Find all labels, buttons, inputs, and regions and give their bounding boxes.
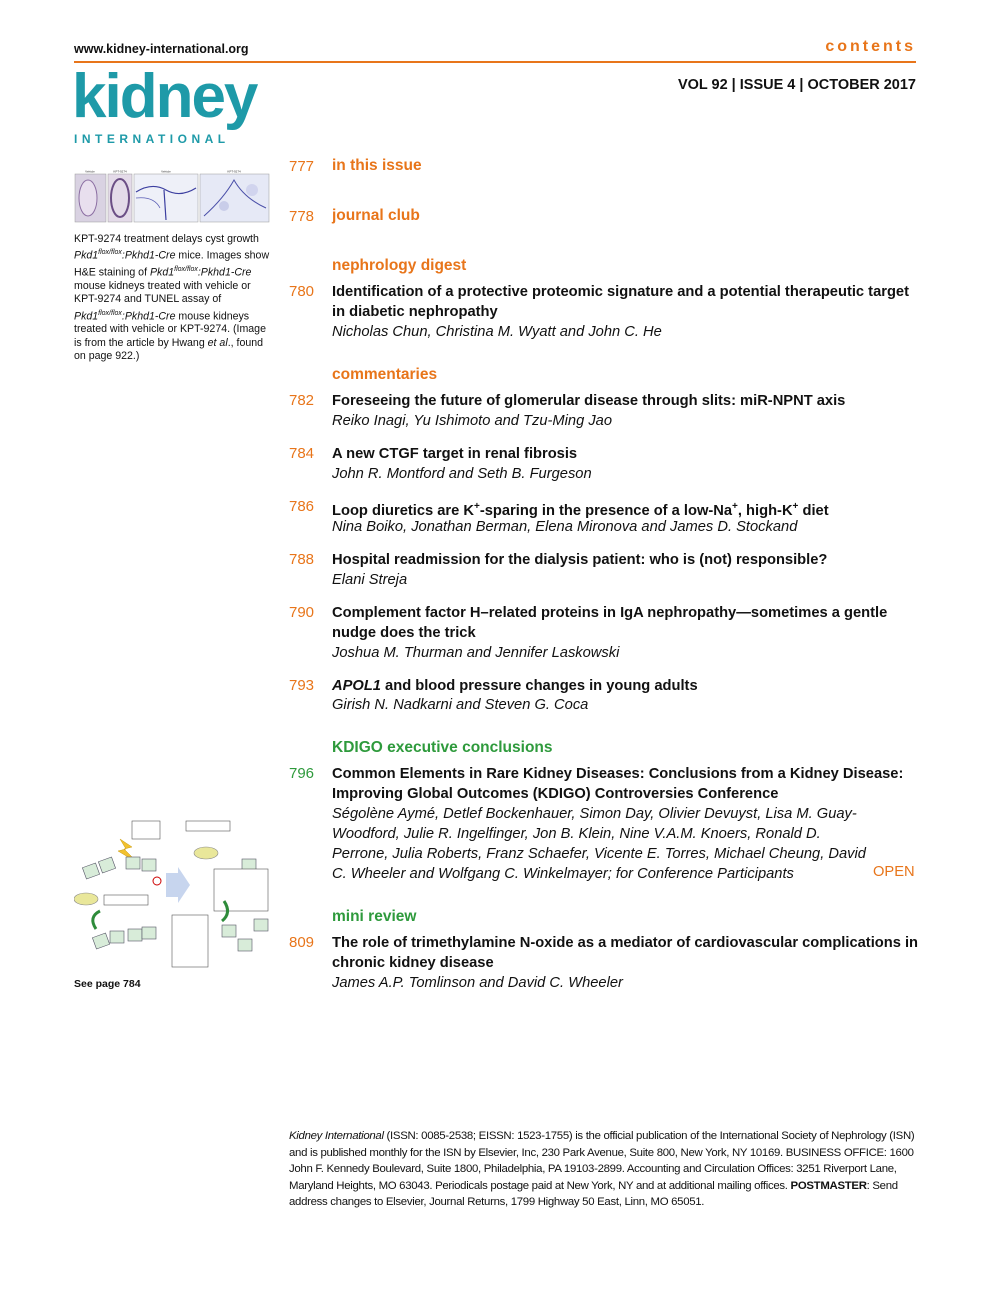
toc-page-778: 778 [289, 208, 315, 225]
article-authors-782: Reiko Inagi, Yu Ishimoto and Tzu-Ming Jao [332, 413, 613, 429]
cover-image [74, 168, 270, 224]
mechanism-diagram [74, 817, 270, 975]
article-title-782[interactable]: Foreseeing the future of glomerular disease through slits: miR-NPNT axis [332, 393, 846, 409]
toc-page-782: 782 [289, 392, 315, 409]
journal-url[interactable]: www.kidney-international.org [74, 42, 249, 56]
cover-panel-4: KPT-9274 [227, 169, 241, 174]
volume-issue: VOL 92 | ISSUE 4 | OCTOBER 2017 [677, 77, 916, 93]
section-nephrology-digest: nephrology digest [332, 257, 467, 274]
article-title-796[interactable]: Common Elements in Rare Kidney Diseases: Conclusions from a Kidney Disease: Improving Global Outcomes (KDIGO) Controversies Conference [332, 766, 904, 802]
article-authors-790: Joshua M. Thurman and Jennifer Laskowski [332, 645, 620, 661]
open-access-badge: OPEN [873, 864, 915, 880]
section-mini-review: mini review [332, 908, 417, 925]
toc-page-777: 777 [289, 158, 315, 175]
article-title-786[interactable]: Loop diuretics are K+-sparing in the presence of a low-Na+, high-K+ diet [332, 501, 829, 519]
article-title-790[interactable]: Complement factor H–related proteins in IgA nephropathy—sometimes a gentle nudge does the trick [332, 605, 888, 641]
toc-page-786: 786 [289, 498, 315, 515]
cover-panel-1: Vehicle [85, 169, 95, 174]
toc-page-788: 788 [289, 551, 315, 568]
cover-panel-2: KPT-9274 [113, 169, 127, 174]
cover-caption: KPT-9274 treatment delays cyst growth $Pkd1^{flox/flox}:Pkhd1$-Cre mice. Images show H&E staining of $Pkd1^{flox/flox}:Pkhd1$-Cre mouse kidneys treated with vehicle or KPT-9274 and TUNEL assay of $Pkd1^{flox/flox}:Pkhd1$-Cre mouse kidneys treated with vehicle or KPT-9274. (Image is from the article by Hwang et al., found on page 922.) [74, 233, 270, 362]
cover-panel-3: Vehicle [161, 169, 171, 174]
toc-in-this-issue[interactable]: in this issue [332, 157, 422, 174]
see-page-link[interactable]: See page 784 [74, 978, 141, 990]
article-title-780[interactable]: Identification of a protective proteomic signature and a potential therapeutic target in diabetic nephropathy [332, 284, 909, 320]
journal-logo: kidney [72, 62, 257, 131]
article-title-784[interactable]: A new CTGF target in renal fibrosis [332, 446, 578, 462]
section-kdigo: KDIGO executive conclusions [332, 739, 553, 756]
article-authors-793: Girish N. Nadkarni and Steven G. Coca [332, 697, 589, 713]
publication-info: Kidney International (ISSN: 0085-2538; EISSN: 1523-1755) is the official publication of the International Society of Nephrology (ISN) and is published monthly for the ISN by Elsevier, Inc, 230 Park Avenue, Suite 800, New York, NY 10169. BUSINESS OFFICE: 1600 John F. Kennedy Boulevard, Suite 1800, Philadelphia, PA 19103-2899. Accounting and Circulation Offices: 3251 Riverport Lane, Maryland Heights, MO 63043. Periodicals postage paid at New York, NY and at additional mailing offices. POSTMASTER: Send address changes to Elsevier, Journal Returns, 1799 Highway 50 East, Linn, MO 65051. [289, 1130, 915, 1209]
journal-logo-sub: INTERNATIONAL [74, 132, 230, 146]
toc-page-809: 809 [289, 934, 315, 951]
article-title-788[interactable]: Hospital readmission for the dialysis patient: who is (not) responsible? [332, 552, 828, 568]
article-title-793[interactable]: APOL1 and blood pressure changes in young adults [332, 678, 698, 694]
article-authors-780: Nicholas Chun, Christina M. Wyatt and John C. He [332, 324, 662, 340]
article-title-809[interactable]: The role of trimethylamine N-oxide as a mediator of cardiovascular complications in chronic kidney disease [332, 935, 919, 971]
article-authors-784: John R. Montford and Seth B. Furgeson [332, 466, 592, 482]
section-commentaries: commentaries [332, 366, 438, 383]
toc-page-780: 780 [289, 283, 315, 300]
toc-page-790: 790 [289, 604, 315, 621]
article-authors-796: Ségolène Aymé, Detlef Bockenhauer, Simon Day, Olivier Devuyst, Lisa M. Guay-Woodford, Julie R. Ingelfinger, Jon B. Klein, Nine V.A.M. Knoers, Ronald D. Perrone, Julia Roberts, Franz Schaefer, Vicente E. Torres, Michael Cheung, David C. Wheeler and Wolfgang C. Winkelmayer; for Conference Participants [332, 806, 866, 882]
toc-page-793: 793 [289, 677, 315, 694]
toc-journal-club[interactable]: journal club [332, 207, 420, 224]
article-authors-788: Elani Streja [332, 572, 408, 588]
toc-page-784: 784 [289, 445, 315, 462]
article-authors-809: James A.P. Tomlinson and David C. Wheeler [332, 975, 623, 991]
article-authors-786: Nina Boiko, Jonathan Berman, Elena Mironova and James D. Stockand [332, 519, 798, 535]
section-label: contents [825, 38, 916, 55]
toc-page-796: 796 [289, 765, 315, 782]
